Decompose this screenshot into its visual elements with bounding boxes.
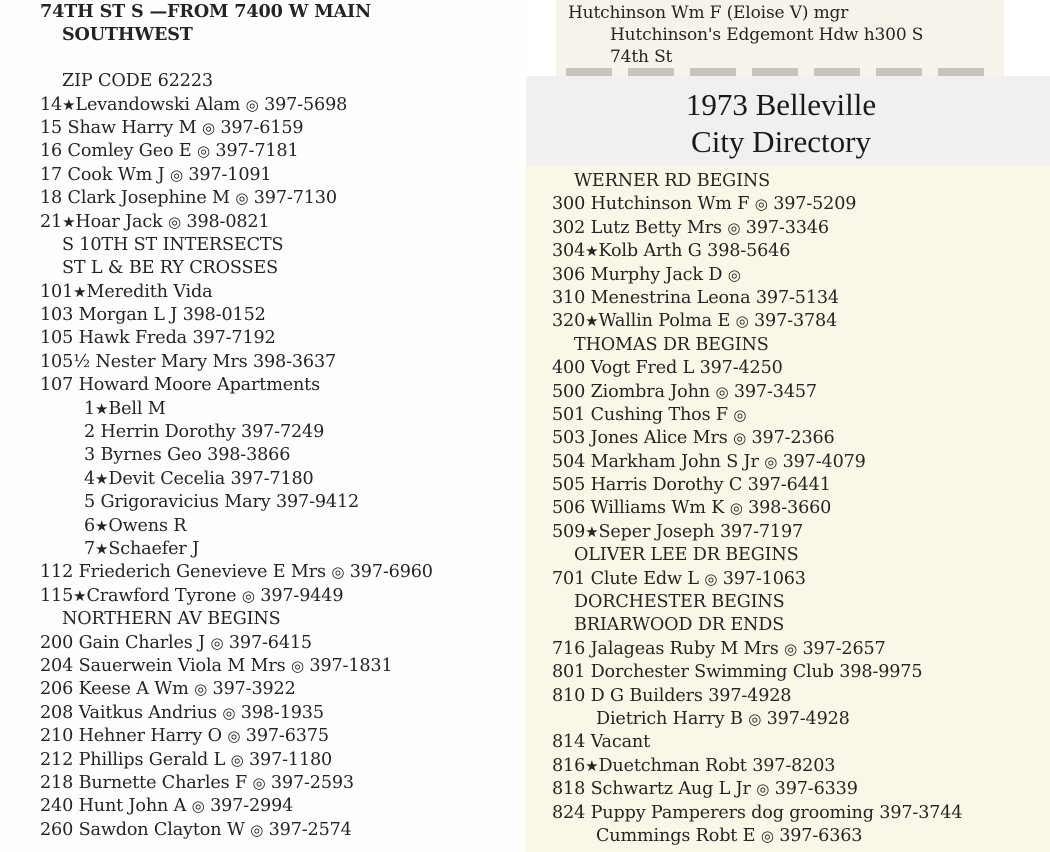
telephone-listed-icon: ◎ xyxy=(230,750,244,769)
resident-name: Cummings Robt E xyxy=(596,825,756,846)
phone-number: 397-9449 xyxy=(260,585,344,606)
directory-entry xyxy=(40,281,433,304)
resident-name: Williams Wm K xyxy=(590,498,725,519)
telephone-listed-icon: ◎ xyxy=(241,586,255,605)
phone-number: 397-6339 xyxy=(774,779,858,800)
spacer xyxy=(40,47,433,70)
house-number: 501 xyxy=(552,404,586,425)
resident-name: Wallin Polma E xyxy=(598,311,731,332)
entry-text: DORCHESTER BEGINS xyxy=(574,592,785,613)
phone-number: 397-6960 xyxy=(349,562,433,583)
directory-entry xyxy=(40,374,433,397)
resident-name: Hawk Freda xyxy=(78,328,188,349)
telephone-listed-icon: ◎ xyxy=(735,312,749,331)
star-icon: ★ xyxy=(95,469,109,488)
phone-number: 398-0152 xyxy=(182,305,266,326)
phone-number: 397-1831 xyxy=(309,655,393,676)
star-icon: ★ xyxy=(62,212,76,231)
directory-entry xyxy=(40,702,433,725)
resident-name: Bell M xyxy=(108,398,166,419)
resident-name: Cook Wm J xyxy=(67,164,165,185)
cut-off-line xyxy=(566,68,986,76)
phone-number: 397-4250 xyxy=(699,358,783,379)
house-number: 400 xyxy=(552,358,586,379)
phone-number: 397-4928 xyxy=(708,685,792,706)
phone-number: 397-6415 xyxy=(228,632,312,653)
directory-entry xyxy=(40,795,433,818)
telephone-listed-icon: ◎ xyxy=(764,452,778,471)
house-number: 105½ xyxy=(40,351,91,372)
phone-number: 397-6375 xyxy=(245,726,329,747)
entry-text: S 10TH ST INTERSECTS xyxy=(62,234,284,255)
directory-entry xyxy=(552,568,962,591)
phone-number: 397-5134 xyxy=(755,287,839,308)
phone-number: 397-2657 xyxy=(802,638,886,659)
resident-name: Crawford Tyrone xyxy=(86,585,237,606)
street-note xyxy=(40,234,433,257)
resident-name: Clute Edw L xyxy=(590,568,699,589)
resident-name: Jalageas Ruby M Mrs xyxy=(590,638,779,659)
resident-name: Puppy Pamperers dog grooming xyxy=(590,802,874,823)
resident-name: D G Builders xyxy=(590,685,703,706)
resident-name: Hunt John A xyxy=(78,796,187,817)
phone-number: 397-7197 xyxy=(719,521,804,542)
resident-name: Murphy Jack D xyxy=(590,264,723,285)
street-note xyxy=(552,170,962,193)
telephone-listed-icon: ◎ xyxy=(201,118,215,137)
house-number: 818 xyxy=(552,779,586,800)
house-number: 701 xyxy=(552,568,586,589)
telephone-listed-icon: ◎ xyxy=(194,680,208,699)
directory-entry xyxy=(40,538,433,561)
clipping-line: Hutchinson Wm F (Eloise V) mgr xyxy=(568,3,849,23)
directory-entry xyxy=(40,725,433,748)
phone-number: 398-5646 xyxy=(707,241,791,262)
entry-text: WERNER RD BEGINS xyxy=(574,171,771,191)
entry-text: OLIVER LEE DR BEGINS xyxy=(574,545,799,566)
directory-page-right xyxy=(526,166,1050,852)
resident-name: Hehner Harry O xyxy=(78,726,222,747)
house-number: 506 xyxy=(552,498,586,519)
phone-number: 398-3637 xyxy=(252,351,337,372)
directory-entry xyxy=(552,310,962,333)
house-number: 6 xyxy=(84,515,96,536)
phone-number: 397-1180 xyxy=(249,749,333,770)
resident-name: Morgan L J xyxy=(78,305,178,326)
directory-entry xyxy=(40,117,433,140)
house-number: 300 xyxy=(552,194,586,215)
telephone-listed-icon: ◎ xyxy=(760,826,774,845)
directory-entry xyxy=(552,381,962,404)
star-icon: ★ xyxy=(585,522,599,541)
house-number: 260 xyxy=(40,819,74,840)
left-column xyxy=(40,0,433,842)
resident-name: Owens R xyxy=(108,515,187,536)
house-number: 14 xyxy=(40,94,63,115)
directory-entry xyxy=(40,561,433,584)
resident-name: Grigoravicius Mary xyxy=(100,492,271,513)
house-number: 212 xyxy=(40,749,74,770)
phone-number: 397-3784 xyxy=(754,311,838,332)
phone-number: 397-7180 xyxy=(230,468,314,489)
resident-name: Clark Josephine M xyxy=(67,188,230,209)
phone-number: 397-6159 xyxy=(220,117,304,138)
house-number: 208 xyxy=(40,702,74,723)
telephone-listed-icon: ◎ xyxy=(227,727,241,746)
street-note xyxy=(552,334,962,357)
telephone-listed-icon: ◎ xyxy=(197,142,210,161)
house-number: 503 xyxy=(552,428,586,449)
phone-number: 397-5209 xyxy=(773,194,857,215)
directory-entry xyxy=(552,404,962,427)
directory-entry xyxy=(552,755,962,778)
house-number: 716 xyxy=(552,638,586,659)
directory-entry xyxy=(40,304,433,327)
street-note xyxy=(552,544,962,567)
resident-name: Menestrina Leona xyxy=(590,287,751,308)
house-number: 814 xyxy=(552,732,586,753)
resident-name: Herrin Dorothy xyxy=(100,422,236,443)
directory-entry xyxy=(40,585,433,608)
resident-name: Nester Mary Mrs xyxy=(95,351,248,372)
directory-entry xyxy=(40,164,433,187)
directory-entry xyxy=(40,655,433,678)
entry-text: ZIP CODE 62223 xyxy=(62,71,213,92)
house-number: 302 xyxy=(552,217,586,238)
directory-entry xyxy=(552,357,962,380)
phone-number: 397-7130 xyxy=(253,188,337,209)
resident-name: Shaw Harry M xyxy=(67,117,197,138)
house-number: 1 xyxy=(84,398,96,419)
resident-name: Devit Cecelia xyxy=(108,468,226,489)
directory-entry xyxy=(552,264,962,287)
house-number: 210 xyxy=(40,726,74,747)
resident-name: Howard Moore Apartments xyxy=(78,375,320,396)
star-icon: ★ xyxy=(95,539,109,558)
house-number: 200 xyxy=(40,632,74,653)
directory-entry xyxy=(40,327,433,350)
directory-entry xyxy=(40,491,433,514)
star-icon: ★ xyxy=(585,242,599,261)
house-number: 824 xyxy=(552,802,586,823)
directory-entry xyxy=(552,708,962,731)
resident-name: Dorchester Swimming Club xyxy=(590,662,834,683)
house-number: 17 xyxy=(40,164,63,185)
telephone-listed-icon: ◎ xyxy=(727,265,741,284)
resident-name: Hutchinson Wm F xyxy=(590,194,750,215)
telephone-listed-icon: ◎ xyxy=(235,189,249,208)
telephone-listed-icon: ◎ xyxy=(733,429,747,448)
house-number: 7 xyxy=(84,538,96,559)
entry-text: NORTHERN AV BEGINS xyxy=(62,609,281,630)
resident-name: Jones Alice Mrs xyxy=(590,428,728,449)
house-number: 5 xyxy=(84,492,96,513)
house-number: 320 xyxy=(552,311,586,332)
street-note xyxy=(40,257,433,280)
clipping-text xyxy=(568,2,923,68)
phone-number: 397-2593 xyxy=(270,772,354,793)
telephone-listed-icon: ◎ xyxy=(252,773,266,792)
telephone-listed-icon: ◎ xyxy=(729,499,743,518)
directory-entry xyxy=(552,778,962,801)
directory-entry xyxy=(40,819,433,842)
resident-name: Schwartz Aug L Jr xyxy=(590,779,751,800)
phone-number: 397-2574 xyxy=(268,819,352,840)
house-number: 816 xyxy=(552,755,586,776)
caption-line-2: City Directory xyxy=(691,124,871,159)
telephone-listed-icon: ◎ xyxy=(222,703,236,722)
house-number: 2 xyxy=(84,422,96,443)
directory-entry xyxy=(552,521,962,544)
directory-clipping xyxy=(556,0,1004,76)
house-number: 103 xyxy=(40,305,74,326)
entry-text: SOUTHWEST xyxy=(62,24,193,46)
directory-entry xyxy=(40,351,433,374)
directory-entry xyxy=(552,474,962,497)
house-number: 4 xyxy=(84,468,96,489)
directory-entry xyxy=(40,187,433,210)
resident-name: Byrnes Geo xyxy=(100,445,202,466)
clipping-line: Hutchinson's Edgemont Hdw h300 S xyxy=(610,25,924,45)
telephone-listed-icon: ◎ xyxy=(245,95,259,114)
phone-number: 397-5698 xyxy=(264,94,348,115)
house-number: 18 xyxy=(40,188,63,209)
phone-number: 397-8203 xyxy=(752,755,836,776)
house-number: 500 xyxy=(552,381,586,402)
directory-entry xyxy=(40,772,433,795)
resident-name: Cushing Thos F xyxy=(590,404,728,425)
telephone-listed-icon: ◎ xyxy=(754,195,768,214)
phone-number: 397-7192 xyxy=(192,328,276,349)
house-number: 3 xyxy=(84,445,96,466)
directory-entry xyxy=(552,217,962,240)
house-number: 509 xyxy=(552,521,586,542)
phone-number: 397-4079 xyxy=(782,451,866,472)
telephone-listed-icon: ◎ xyxy=(250,820,264,839)
house-number: 504 xyxy=(552,451,586,472)
caption-box xyxy=(526,76,1050,166)
house-number: 306 xyxy=(552,264,586,285)
phone-number: 397-2994 xyxy=(210,796,294,817)
house-number: 240 xyxy=(40,796,74,817)
house-number: 218 xyxy=(40,772,74,793)
star-icon: ★ xyxy=(585,756,599,775)
phone-number: 397-7181 xyxy=(215,141,299,162)
resident-name: Gain Charles J xyxy=(78,632,205,653)
house-number: 105 xyxy=(40,328,74,349)
star-icon: ★ xyxy=(95,399,109,418)
entry-text: 74TH ST S —FROM 7400 W MAIN xyxy=(40,1,372,22)
phone-number: 397-6441 xyxy=(747,475,831,496)
telephone-listed-icon: ◎ xyxy=(291,656,304,675)
phone-number: 397-2366 xyxy=(751,428,835,449)
house-number: 304 xyxy=(552,241,586,262)
star-icon: ★ xyxy=(73,282,87,301)
house-number: 115 xyxy=(40,585,74,606)
directory-entry xyxy=(552,240,962,263)
telephone-listed-icon: ◎ xyxy=(704,569,718,588)
directory-entry xyxy=(40,678,433,701)
resident-name: Seper Joseph xyxy=(598,521,715,542)
directory-entry xyxy=(552,731,962,754)
directory-entry xyxy=(40,94,433,117)
resident-name: Vogt Fred L xyxy=(590,358,695,379)
star-icon: ★ xyxy=(585,312,599,331)
telephone-listed-icon: ◎ xyxy=(331,563,345,582)
resident-name: Keese A Wm xyxy=(78,679,189,700)
street-note xyxy=(40,608,433,631)
street-heading xyxy=(40,0,433,23)
phone-number: 397-6363 xyxy=(779,825,863,846)
telephone-listed-icon: ◎ xyxy=(733,405,747,424)
resident-name: Burnette Charles F xyxy=(78,772,248,793)
resident-name: Harris Dorothy C xyxy=(590,475,743,496)
house-number: 505 xyxy=(552,475,586,496)
directory-entry xyxy=(40,444,433,467)
telephone-listed-icon: ◎ xyxy=(191,797,205,816)
telephone-listed-icon: ◎ xyxy=(715,382,729,401)
right-column xyxy=(552,170,962,848)
phone-number: 397-3744 xyxy=(879,802,963,823)
star-icon: ★ xyxy=(95,516,109,535)
phone-number: 397-4928 xyxy=(766,708,850,729)
entry-text: ST L & BE RY CROSSES xyxy=(62,258,279,279)
phone-number: 397-9412 xyxy=(275,492,360,513)
directory-entry xyxy=(40,140,433,163)
resident-name: Levandowski Alam xyxy=(75,94,241,115)
resident-name: Duetchman Robt xyxy=(598,755,747,776)
telephone-listed-icon: ◎ xyxy=(210,633,224,652)
directory-entry xyxy=(40,421,433,444)
phone-number: 398-9975 xyxy=(839,662,923,683)
star-icon: ★ xyxy=(73,586,87,605)
resident-name: Phillips Gerald L xyxy=(78,749,226,770)
telephone-listed-icon: ◎ xyxy=(169,165,183,184)
street-note xyxy=(40,70,433,93)
house-number: 310 xyxy=(552,287,586,308)
directory-entry xyxy=(552,685,962,708)
caption-title xyxy=(526,86,1036,160)
entry-text: BRIARWOOD DR ENDS xyxy=(574,615,785,636)
house-number: 15 xyxy=(40,117,63,138)
directory-entry xyxy=(552,427,962,450)
resident-name: Meredith Vida xyxy=(86,281,213,302)
house-number: 21 xyxy=(40,211,63,232)
phone-number: 397-1063 xyxy=(722,568,806,589)
phone-number: 398-1935 xyxy=(240,702,324,723)
house-number: 16 xyxy=(40,141,63,162)
phone-number: 397-7249 xyxy=(241,422,325,443)
directory-entry xyxy=(40,632,433,655)
entry-text: THOMAS DR BEGINS xyxy=(574,334,769,355)
resident-name: Ziombra John xyxy=(590,381,710,402)
resident-name: Sauerwein Viola M Mrs xyxy=(78,655,286,676)
phone-number: 398-0821 xyxy=(186,211,270,232)
house-number: 112 xyxy=(40,562,74,583)
house-number: 101 xyxy=(40,281,74,302)
phone-number: 398-3660 xyxy=(748,498,832,519)
resident-name: Friederich Genevieve E Mrs xyxy=(78,562,326,583)
resident-name: Vaitkus Andrius xyxy=(78,702,217,723)
house-number: 801 xyxy=(552,662,586,683)
directory-entry xyxy=(552,825,962,848)
directory-entry xyxy=(552,497,962,520)
directory-entry xyxy=(552,802,962,825)
house-number: 107 xyxy=(40,375,74,396)
resident-name: Comley Geo E xyxy=(67,141,192,162)
directory-entry xyxy=(552,638,962,661)
star-icon: ★ xyxy=(62,95,76,114)
street-heading xyxy=(40,23,433,46)
directory-entry xyxy=(40,211,433,234)
resident-name: Lutz Betty Mrs xyxy=(590,217,722,238)
resident-name: Kolb Arth G xyxy=(598,241,702,262)
phone-number: 397-3457 xyxy=(733,381,817,402)
telephone-listed-icon: ◎ xyxy=(784,639,798,658)
telephone-listed-icon: ◎ xyxy=(748,709,762,728)
resident-name: Schaefer J xyxy=(108,538,199,559)
street-note xyxy=(552,591,962,614)
house-number: 206 xyxy=(40,679,74,700)
directory-entry xyxy=(40,515,433,538)
directory-entry xyxy=(552,287,962,310)
house-number: 204 xyxy=(40,655,74,676)
telephone-listed-icon: ◎ xyxy=(168,212,181,231)
directory-entry xyxy=(40,398,433,421)
telephone-listed-icon: ◎ xyxy=(756,780,770,799)
directory-entry xyxy=(552,661,962,684)
resident-name: Hoar Jack xyxy=(75,211,163,232)
resident-name: Sawdon Clayton W xyxy=(78,819,245,840)
resident-name: Dietrich Harry B xyxy=(596,708,743,729)
phone-number: 398-3866 xyxy=(207,445,291,466)
clipping-line: 74th St xyxy=(610,47,673,67)
resident-name: Markham John S Jr xyxy=(590,451,759,472)
directory-entry xyxy=(552,451,962,474)
caption-line-1: 1973 Belleville xyxy=(685,87,877,122)
resident-name: Vacant xyxy=(590,732,651,753)
telephone-listed-icon: ◎ xyxy=(727,218,741,237)
directory-entry xyxy=(552,193,962,216)
directory-entry xyxy=(40,468,433,491)
phone-number: 397-3346 xyxy=(745,217,829,238)
phone-number: 397-3922 xyxy=(212,679,296,700)
house-number: 810 xyxy=(552,685,586,706)
phone-number: 397-1091 xyxy=(188,164,272,185)
directory-entry xyxy=(40,749,433,772)
street-note xyxy=(552,614,962,637)
